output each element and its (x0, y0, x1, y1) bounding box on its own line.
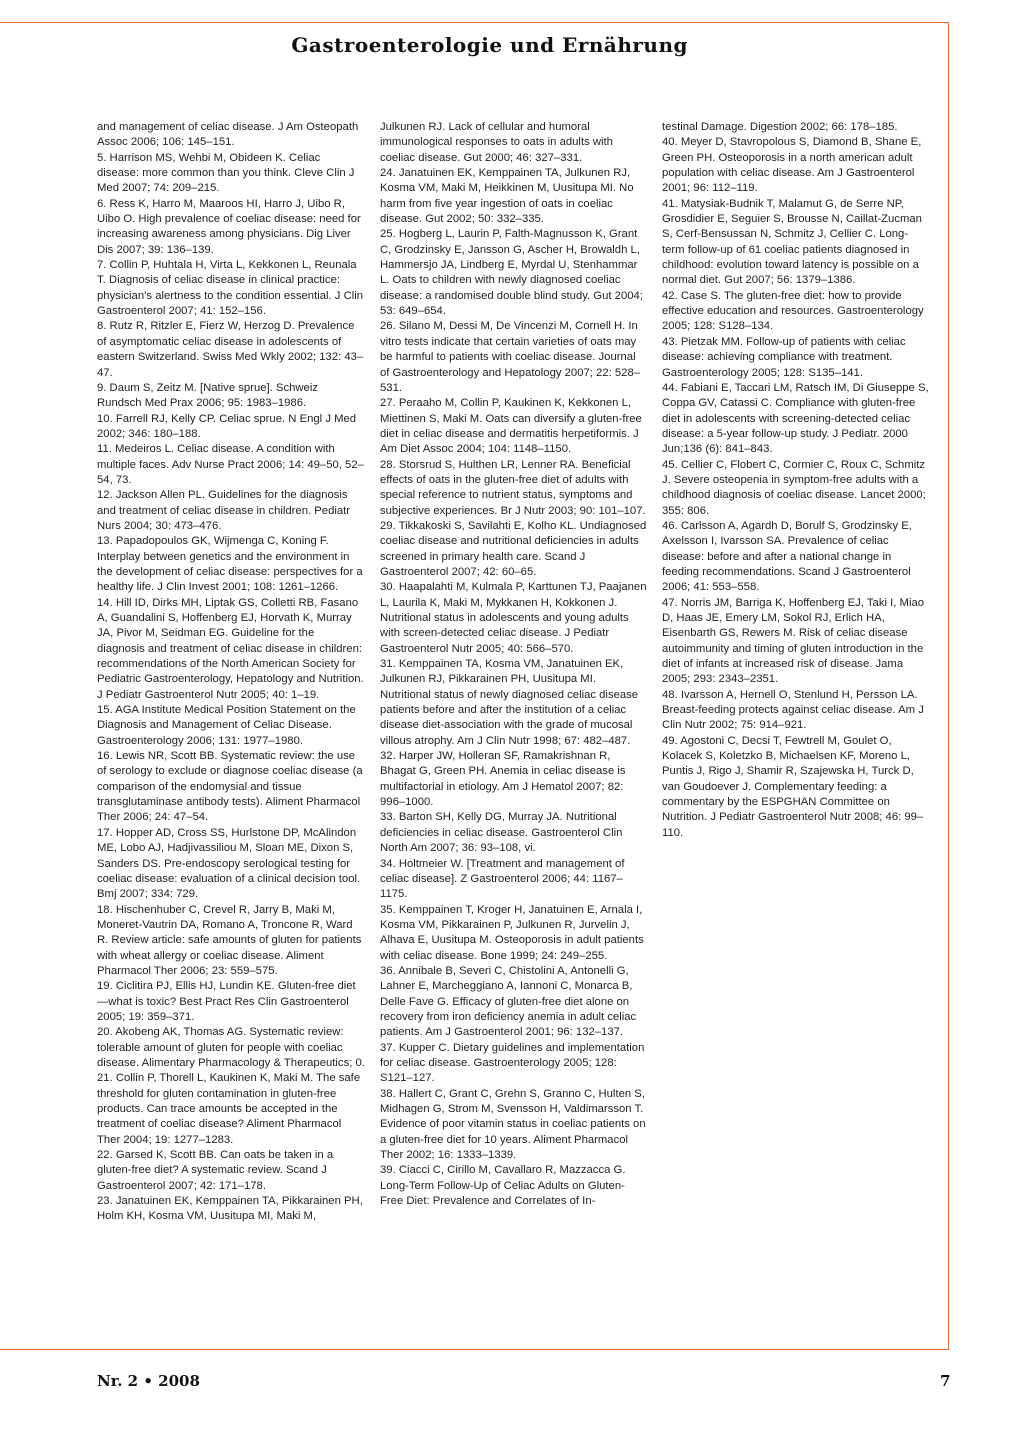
reference-entry: 22. Garsed K, Scott BB. Can oats be taken in a gluten-free diet? A systematic review. Scand J Gastroenterol 2007; 42: 171–178. (97, 1149, 334, 1192)
reference-entry: 38. Hallert C, Grant C, Grehn S, Granno C, Hulten S, Midhagen G, Strom M, Svensson H, Valdimarsson T. Evidence of poor vitamin status in coeliac patients on a gluten-free diet for 10 years. Aliment Pharmacol Ther 2002; 16: 1333–1339. (380, 1087, 646, 1162)
reference-entry: 17. Hopper AD, Cross SS, Hurlstone DP, McAlindon ME, Lobo AJ, Hadjivassiliou M, Sloan ME, Dixon S, Sanders DS. Pre-endoscopy serological testing for coeliac disease: evaluation of a clinical decision tool. Bmj 2007; 334: 729. (97, 826, 361, 901)
reference-entry: 34. Holtmeier W. [Treatment and management of celiac disease]. Z Gastroenterol 2006; 44: 1167–1175. (380, 857, 625, 901)
reference-entry: 8. Rutz R, Ritzler E, Fierz W, Herzog D. Prevalence of asymptomatic celiac disease in adolescents of eastern Switzerland. Swiss Med Wkly 2002; 132: 43–47. (97, 320, 364, 379)
reference-entry: 28. Storsrud S, Hulthen LR, Lenner RA. Beneficial effects of oats in the gluten-free diet of adults with special reference to nutrient status, symptoms and subjective experiences. Br J Nutr 2003; 90: 101–107. (380, 458, 646, 517)
reference-entry: 32. Harper JW, Holleran SF, Ramakrishnan R, Bhagat G, Green PH. Anemia in celiac disease is multifactorial in etiology. Am J Hematol 2007; 82: 996–1000. (380, 750, 626, 809)
reference-column-1 (97, 120, 365, 1335)
reference-entry: Julkunen RJ. Lack of cellular and humoral immunological responses to oats in adults with coeliac disease. Gut 2000; 46: 327–331. (380, 121, 613, 164)
page-number: 7 (940, 1372, 951, 1390)
reference-entry: 31. Kemppainen TA, Kosma VM, Janatuinen EK, Julkunen RJ, Pikkarainen PH, Uusitupa MI. Nutritional status of newly diagnosed celiac disease patients before and after the institution of a celiac disease diet-association with the grade of mucosal villous atrophy. Am J Clin Nutr 1998; 67: 482–487. (380, 658, 639, 747)
reference-entry: 18. Hischenhuber C, Crevel R, Jarry B, Maki M, Moneret-Vautrin DA, Romano A, Troncone R, Ward R. Review article: safe amounts of gluten for patients with wheat allergy or coeliac disease. Aliment Pharmacol Ther 2006; 23: 559–575. (97, 903, 362, 977)
reference-entry: 47. Norris JM, Barriga K, Hoffenberg EJ, Taki I, Miao D, Haas JE, Emery LM, Sokol RJ, Erlich HA, Eisenbarth GS, Rewers M. Risk of celiac disease autoimmunity and timing of gluten introduction in the diet of infants at increased risk of disease. Jama 2005; 293: 2343–2351. (662, 596, 925, 686)
reference-entry: 43. Pietzak MM. Follow-up of patients with celiac disease: achieving compliance with treatment. Gastroenterology 2005; 128: S135–141. (662, 335, 906, 379)
reference-list (0, 120, 1024, 1335)
reference-entry: 7. Collin P, Huhtala H, Virta L, Kekkonen L, Reunala T. Diagnosis of celiac disease in clinical practice: physician’s alertness to the condition essential. J Clin Gastroenterol 2007; 41: 152–156. (97, 259, 364, 318)
reference-entry: 40. Meyer D, Stavropolous S, Diamond B, Shane E, Green PH. Osteoporosis in a north american adult population with celiac disease. Am J Gastroenterol 2001; 96: 112–119. (662, 136, 922, 195)
reference-entry: 30. Haapalahti M, Kulmala P, Karttunen TJ, Paajanen L, Laurila K, Maki M, Mykkanen H, Kokkonen J. Nutritional status in adolescents and young adults with screen-detected celiac disease. J Pediatr Gastroenterol Nutr 2005; 40: 566–570. (380, 581, 647, 655)
reference-entry: 46. Carlsson A, Agardh D, Borulf S, Grodzinsky E, Axelsson I, Ivarsson SA. Prevalence of celiac disease: before and after a national change in feeding recommendations. Scand J Gastroenterol 2006; 41: 553–558. (662, 519, 912, 594)
reference-entry: 37. Kupper C. Dietary guidelines and implementation for celiac disease. Gastroenterology 2005; 128: S121–127. (380, 1041, 645, 1085)
reference-entry: 29. Tikkakoski S, Savilahti E, Kolho KL. Undiagnosed coeliac disease and nutritional deficiencies in adults screened in primary health care. Scand J Gastroenterol 2007; 42: 60–65. (380, 519, 647, 578)
reference-entry: 26. Silano M, Dessi M, De Vincenzi M, Cornell H. In vitro tests indicate that certain varieties of oats may be harmful to patients with coeliac disease. Journal of Gastroenterology and Hepatology 2007; 22: 528–531. (380, 320, 641, 394)
reference-entry: 35. Kemppainen T, Kroger H, Janatuinen E, Arnala I, Kosma VM, Pikkarainen P, Julkunen R, Jurvelin J, Alhava E, Uusitupa M. Osteoporosis in adult patients with celiac disease. Bone 1999; 24: 249–255. (380, 903, 644, 962)
reference-entry: 10. Farrell RJ, Kelly CP. Celiac sprue. N Engl J Med 2002; 346: 180–188. (97, 412, 357, 440)
reference-entry: 19. Ciclitira PJ, Ellis HJ, Lundin KE. Gluten-free diet—what is toxic? Best Pract Res Clin Gastroenterol 2005; 19: 359–371. (97, 980, 356, 1023)
reference-entry: 20. Akobeng AK, Thomas AG. Systematic review: tolerable amount of gluten for people with coeliac disease. Alimentary Pharmacology & Therapeutics; 0. (97, 1026, 365, 1069)
reference-entry: 44. Fabiani E, Taccari LM, Ratsch IM, Di Giuseppe S, Coppa GV, Catassi C. Compliance with gluten-free diet in adolescents with screening-detected celiac disease: a 5-year follow-up study. J Pediatr. 2000 Jun;136 (6): 841–843. (662, 381, 929, 456)
reference-entry: and management of celiac disease. J Am Osteopath Assoc 2006; 106: 145–151. (97, 121, 359, 149)
reference-entry: 11. Medeiros L. Celiac disease. A condition with multiple faces. Adv Nurse Pract 2006; 14: 49–50, 52–54, 73. (97, 443, 364, 486)
reference-column-3 (662, 120, 930, 1335)
reference-entry: 9. Daum S, Zeitz M. [Native sprue]. Schweiz Rundsch Med Prax 2006; 95: 1983–1986. (97, 381, 318, 410)
reference-entry: 27. Peraaho M, Collin P, Kaukinen K, Kekkonen L, Miettinen S, Maki M. Oats can diversify a gluten-free diet in celiac disease and dermatitis herpetiformis. J Am Diet Assoc 2004; 104: 1148–1150. (380, 397, 642, 456)
journal-title: Gastroenterologie und Ernährung (291, 33, 688, 57)
reference-entry: 13. Papadopoulos GK, Wijmenga C, Koning F. Interplay between genetics and the environment in the development of celiac disease: perspectives for a healthy life. J Clin Invest 2001; 108: 1261–1266. (97, 535, 363, 594)
reference-entry: 25. Hogberg L, Laurin P, Falth-Magnusson K, Grant C, Grodzinsky E, Jansson G, Ascher H, Browaldh L, Hammersjo JA, Lindberg E, Myrdal U, Stenhammar L. Oats to children with newly diagnosed coeliac disease: a randomised double blind study. Gut 2004; 53: 649–654. (380, 228, 643, 318)
reference-entry: 14. Hill ID, Dirks MH, Liptak GS, Colletti RB, Fasano A, Guandalini S, Hoffenberg EJ, Horvath K, Murray JA, Pivor M, Seidman EG. Guideline for the diagnosis and treatment of celiac disease in children: recommendations of the North American Society for Pediatric Gastroenterology, Hepatology and Nutrition. J Pediatr Gastroenterol Nutr 2005; 40: 1–19. (97, 596, 364, 701)
reference-entry: 33. Barton SH, Kelly DG, Murray JA. Nutritional deficiencies in celiac disease. Gastroenterol Clin North Am 2007; 36: 93–108, vi. (380, 811, 623, 855)
reference-entry: 23. Janatuinen EK, Kemppainen TA, Pikkarainen PH, Holm KH, Kosma VM, Uusitupa MI, Maki M, (97, 1195, 363, 1223)
reference-entry: 45. Cellier C, Flobert C, Cormier C, Roux C, Schmitz J. Severe osteopenia in symptom-free adults with a childhood diagnosis of coeliac disease. Lancet 2000; 355: 806. (662, 458, 926, 517)
reference-entry: 15. AGA Institute Medical Position Statement on the Diagnosis and Management of Celiac Disease. Gastroenterology 2006; 131: 1977–1980. (97, 704, 356, 747)
reference-entry: 41. Matysiak-Budnik T, Malamut G, de Serre NP, Grosdidier E, Seguier S, Brousse N, Caillat-Zucman S, Cerf-Bensussan N, Schmitz J, Cellier C. Long-term follow-up of 61 coeliac patients diagnosed in childhood: evolution toward latency is possible on a normal diet. Gut 2007; 56: 1379–1386. (662, 197, 922, 287)
reference-entry: 36. Annibale B, Severi C, Chistolini A, Antonelli G, Lahner E, Marcheggiano A, Iannoni C, Monarca B, Delle Fave G. Efficacy of gluten-free diet alone on recovery from iron deficiency anemia in adult celiac patients. Am J Gastroenterol 2001; 96: 132–137. (380, 964, 637, 1039)
reference-entry: testinal Damage. Digestion 2002; 66: 178–185. (662, 121, 898, 133)
reference-entry: 24. Janatuinen EK, Kemppainen TA, Julkunen RJ, Kosma VM, Maki M, Heikkinen M, Uusitupa MI. No harm from five year ingestion of oats in coeliac disease. Gut 2002; 50: 332–335. (380, 167, 634, 226)
reference-entry: 39. Ciacci C, Cirillo M, Cavallaro R, Mazzacca G. Long-Term Follow-Up of Celiac Adults on Gluten-Free Diet: Prevalence and Correlates of In- (380, 1164, 626, 1208)
reference-entry: 16. Lewis NR, Scott BB. Systematic review: the use of serology to exclude or diagnose coeliac disease (a comparison of the endomysial and tissue transglutaminase antibody tests). Aliment Pharmacol Ther 2006; 24: 47–54. (97, 750, 363, 824)
reference-entry: 49. Agostoni C, Decsi T, Fewtrell M, Goulet O, Kolacek S, Koletzko B, Michaelsen KF, Moreno L, Puntis J, Rigo J, Shamir R, Szajewska H, Turck D, van Goudoever J. Complementary feeding: a commentary by the ESPGHAN Committee on Nutrition. J Pediatr Gastroenterol Nutr 2008; 46: 99–110. (662, 734, 924, 839)
reference-entry: 5. Harrison MS, Wehbi M, Obideen K. Celiac disease: more common than you think. Cleve Clin J Med 2007; 74: 209–215. (97, 151, 355, 195)
reference-entry: 21. Collin P, Thorell L, Kaukinen K, Maki M. The safe threshold for gluten contamination in gluten-free products. Can trace amounts be accepted in the treatment of coeliac disease? Aliment Pharmacol Ther 2004; 19: 1277–1283. (97, 1072, 361, 1146)
reference-entry: 48. Ivarsson A, Hernell O, Stenlund H, Persson LA. Breast-feeding protects against celiac disease. Am J Clin Nutr 2002; 75: 914–921. (662, 688, 924, 732)
reference-column-2 (380, 120, 648, 1335)
reference-entry: 12. Jackson Allen PL. Guidelines for the diagnosis and treatment of celiac disease in children. Pediatr Nurs 2004; 30: 473–476. (97, 489, 351, 532)
reference-entry: 6. Ress K, Harro M, Maaroos HI, Harro J, Uibo R, Uibo O. High prevalence of coeliac disease: need for increasing awareness among physicians. Dig Liver Dis 2007; 39: 136–139. (97, 197, 361, 256)
reference-entry: 42. Case S. The gluten-free diet: how to provide effective education and resources. Gastroenterology 2005; 128: S128–134. (662, 289, 924, 333)
issue-label: Nr. 2 • 2008 (97, 1372, 200, 1390)
